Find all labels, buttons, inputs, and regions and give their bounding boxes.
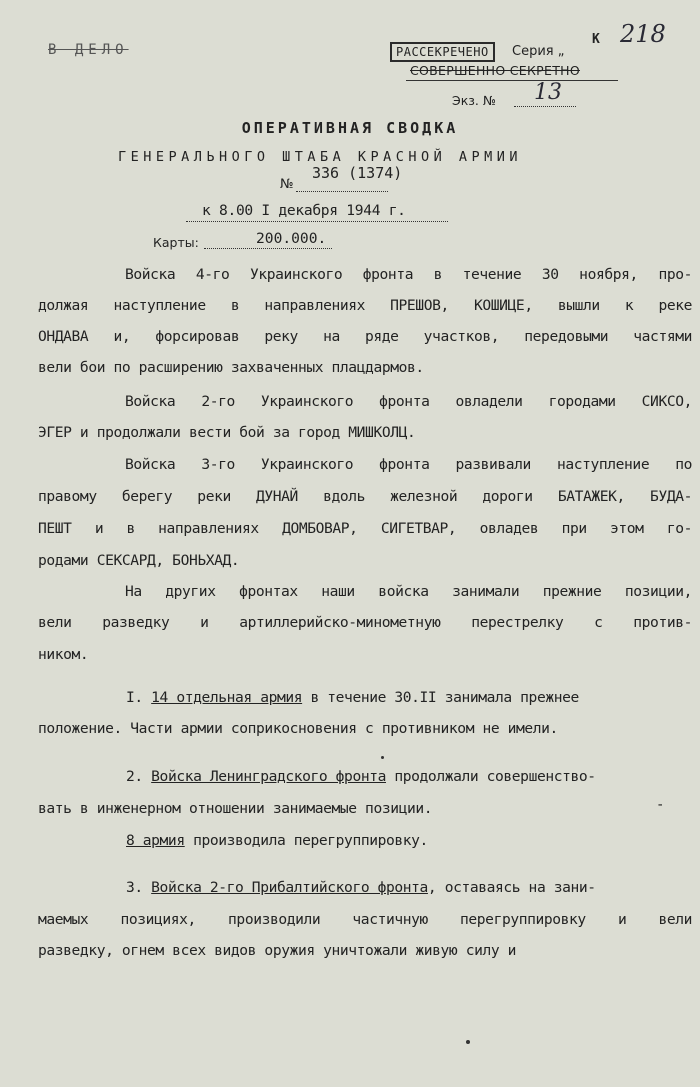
- maps-label: Карты:: [153, 235, 199, 250]
- secrecy-underline: [406, 80, 618, 81]
- margin-mark: -: [656, 797, 665, 813]
- section-1-number: I.: [126, 689, 143, 706]
- section-1-unit: 14 отдельная армия: [151, 689, 303, 706]
- body-line: ОНДАВА и, форсировав реку на ряде участков, передовыми частями: [38, 328, 692, 345]
- body-line: ником.: [38, 646, 89, 663]
- section-3-line-1: [126, 879, 692, 896]
- section-2-line-1: [126, 768, 692, 785]
- body-line: На других фронтах наши войска занимали прежние позиции,: [125, 583, 692, 600]
- section-2-text: продолжали совершенство-: [386, 768, 596, 785]
- section-3-line-2: маемых позициях, производили частичную перегруппировку и вели: [38, 911, 692, 928]
- maps-scale: 200.000.: [256, 230, 327, 247]
- section-3-text: , оставаясь на зани-: [427, 879, 596, 896]
- body-line: Войска 3-го Украинского фронта развивали наступление по: [125, 456, 692, 473]
- vdelo-note: В ДЕЛО: [48, 42, 129, 58]
- section-2-subline: [126, 832, 692, 849]
- series-handwritten-number: 218: [620, 20, 666, 48]
- section-1-line-1: [126, 689, 692, 706]
- copy-label: Экз. №: [452, 93, 496, 108]
- section-1-text: в течение 30.II занимала прежнее: [302, 689, 579, 706]
- section-3-line-3: разведку, огнем всех видов оружия уничтожали живую силу и: [38, 942, 517, 959]
- section-2-number: 2.: [126, 768, 143, 785]
- section-2-unit: Войска Ленинградского фронта: [151, 768, 386, 785]
- maps-dots: [204, 248, 332, 249]
- body-line: родами СЕКСАРД, БОНЬХАД.: [38, 552, 240, 569]
- secrecy-classification: СОВЕРШЕННО СЕКРЕТНО: [410, 63, 580, 78]
- body-line: ЭГЕР и продолжали вести бой за город МИШКОЛЦ.: [38, 424, 416, 441]
- report-date-dots: [186, 221, 448, 222]
- report-date: к 8.00 I декабря 1944 г.: [202, 202, 406, 219]
- section-2-sub-unit: 8 армия: [126, 832, 185, 849]
- body-line: вели бои по расширению захваченных плацдармов.: [38, 359, 424, 376]
- body-line: ПЕШТ и в направлениях ДОМБОВАР, СИГЕТВАР, овладев при этом го-: [38, 520, 692, 537]
- section-2-sub-text: производила перегруппировку.: [184, 832, 428, 849]
- body-line: Войска 4-го Украинского фронта в течение 30 ноября, про-: [125, 266, 692, 283]
- declassified-stamp: РАССЕКРЕЧЕНО: [390, 42, 495, 62]
- ink-dot: [466, 1040, 470, 1044]
- body-line: вели разведку и артиллерийско-минометную перестрелку с против-: [38, 614, 692, 631]
- report-number-dots: [296, 191, 388, 192]
- report-number-label: №: [280, 177, 294, 192]
- document-title: ОПЕРАТИВНАЯ СВОДКА: [241, 119, 459, 137]
- series-label: Серия „: [512, 44, 565, 59]
- document-subtitle: ГЕНЕРАЛЬНОГО ШТАБА КРАСНОЙ АРМИИ: [117, 149, 523, 165]
- body-line: Войска 2-го Украинского фронта овладели городами СИКСО,: [125, 393, 692, 410]
- section-3-number: 3.: [126, 879, 143, 896]
- section-3-unit: Войска 2-го Прибалтийского фронта: [151, 879, 428, 896]
- section-2-line-2: вать в инженерном отношении занимаемые позиции.: [38, 800, 433, 817]
- copy-number-dots: [514, 106, 576, 107]
- copy-number: 13: [534, 80, 562, 105]
- report-number: 336 (1374): [312, 164, 403, 182]
- section-1-line-2: положение. Части армии соприкосновения с противником не имели.: [38, 720, 558, 737]
- body-line: должая наступление в направлениях ПРЕШОВ, КОШИЦЕ, вышли к реке: [38, 297, 692, 314]
- series-value: К: [592, 32, 600, 47]
- ink-dot: [381, 756, 384, 759]
- body-line: правому берегу реки ДУНАЙ вдоль железной дороги БАТАЖЕК, БУДА-: [38, 488, 692, 505]
